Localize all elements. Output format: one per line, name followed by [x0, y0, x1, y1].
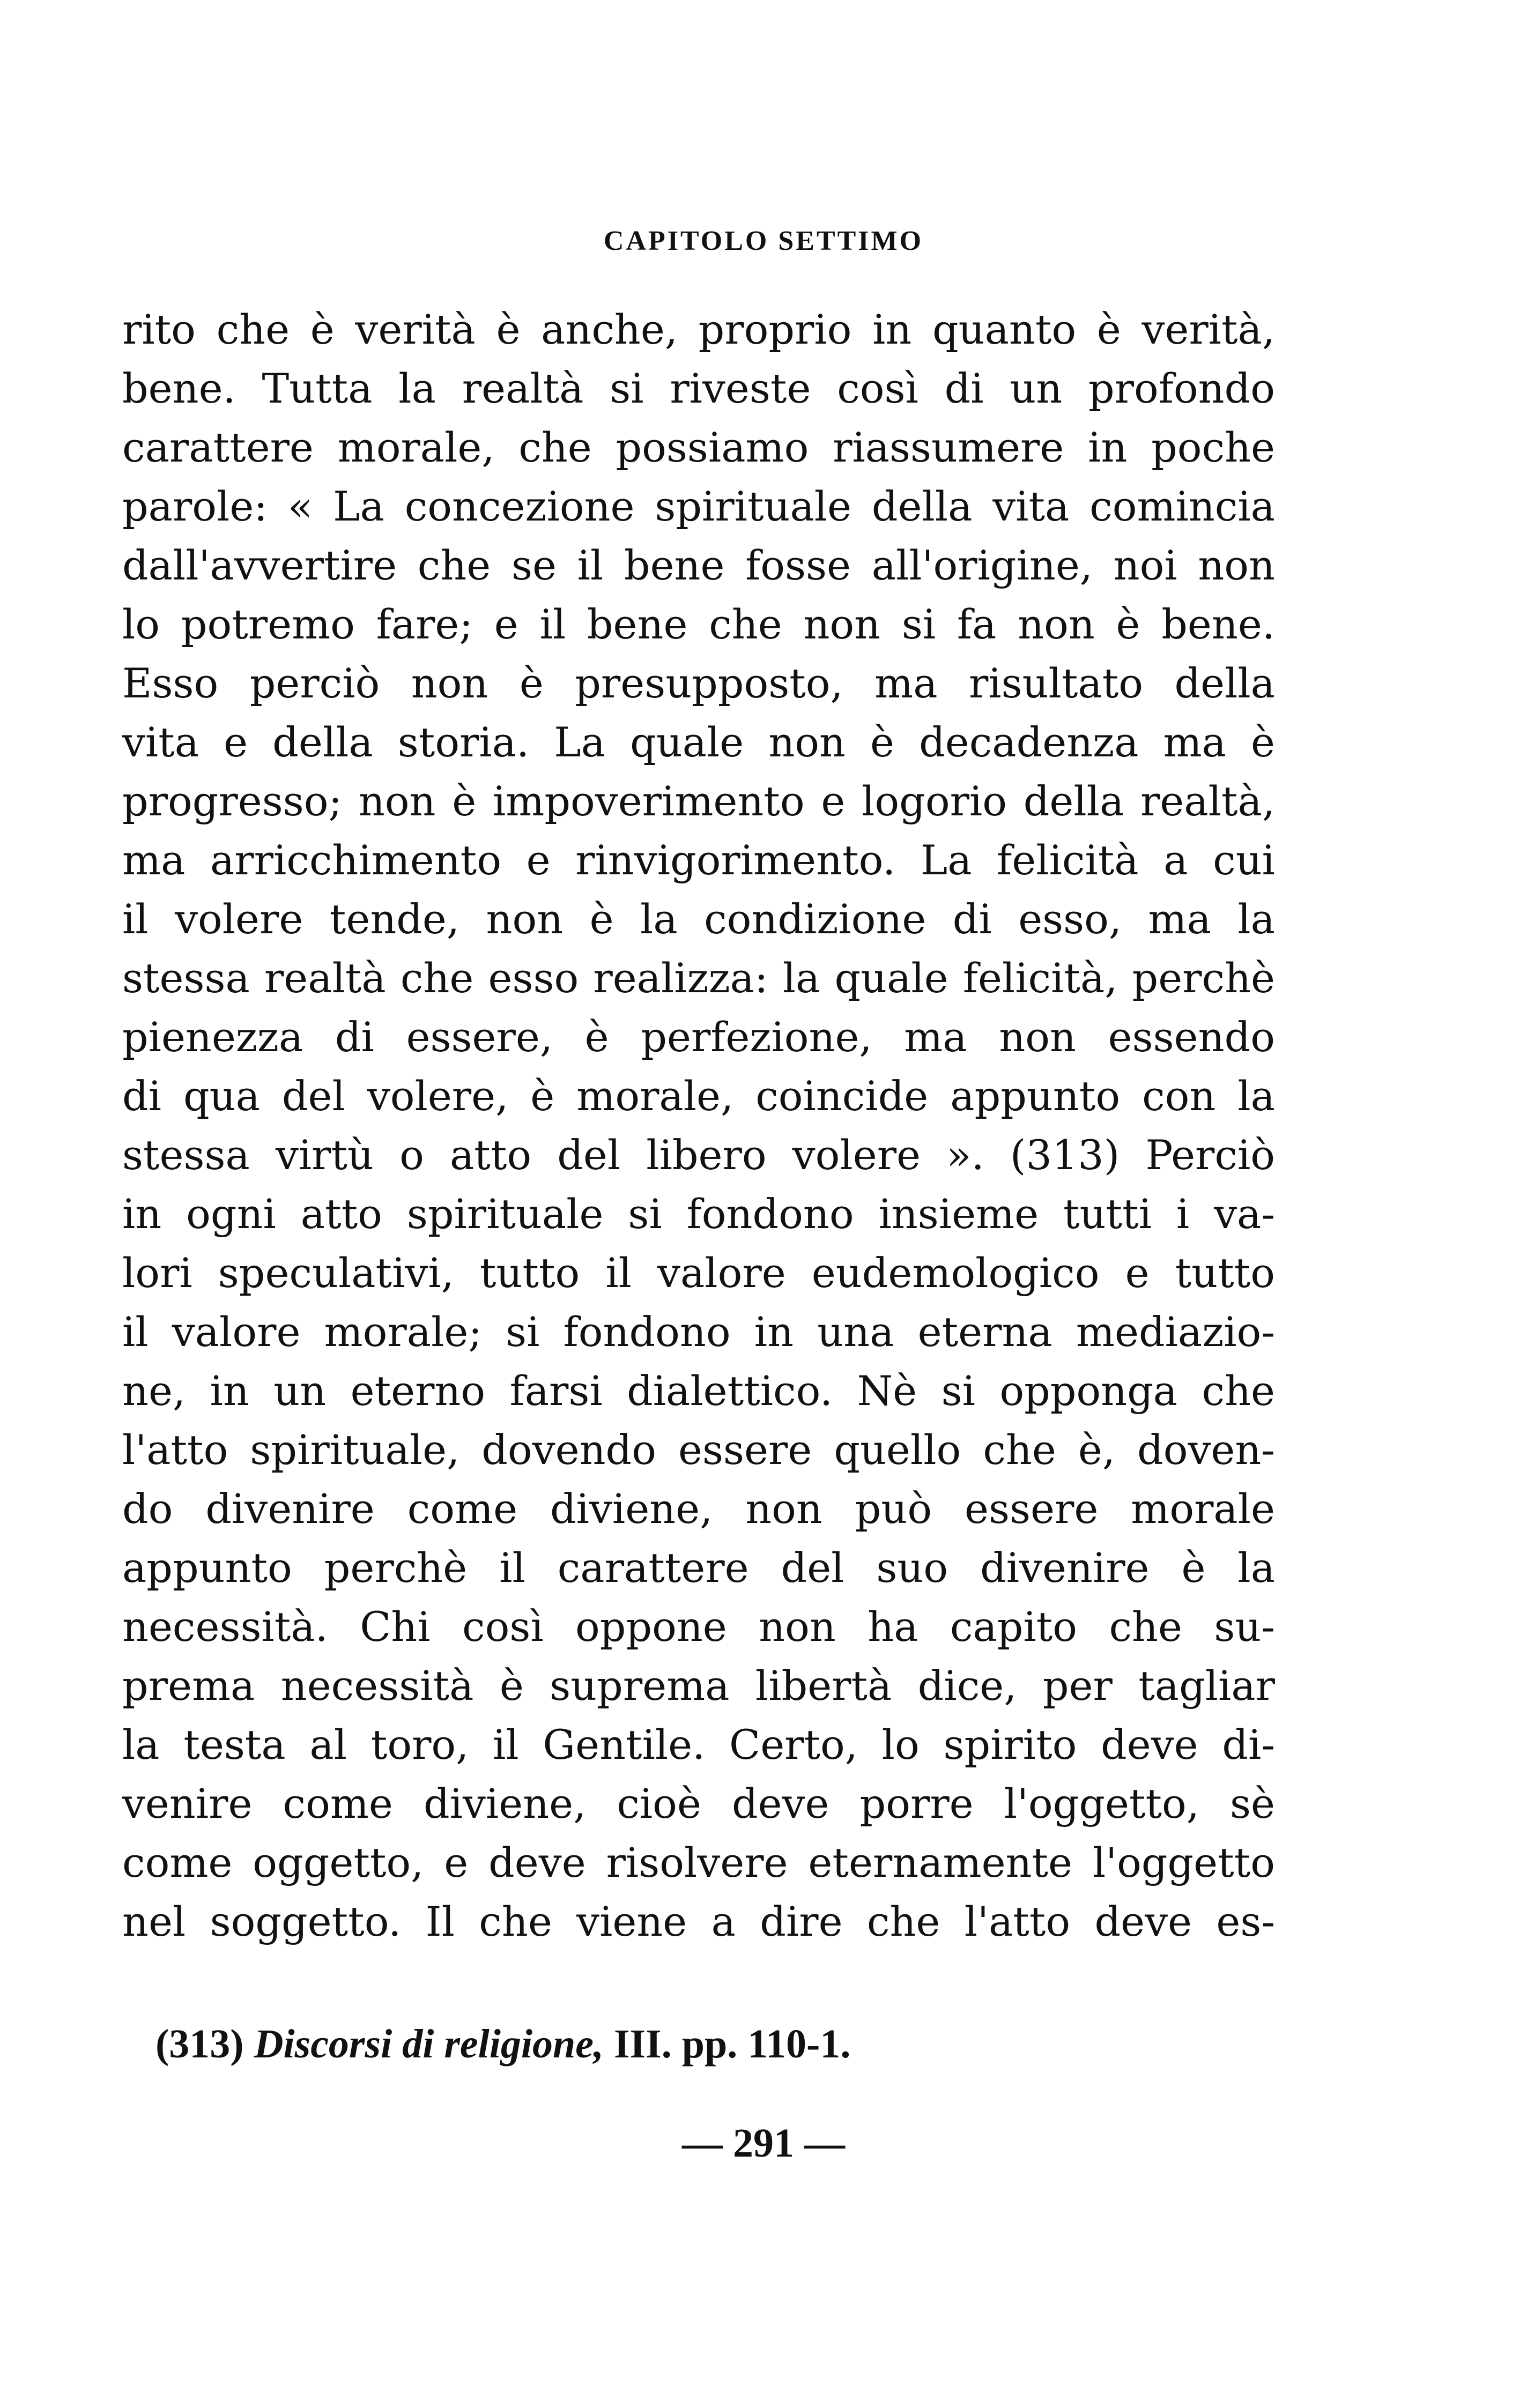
text-line: il volere tende, non è la condizione di esso, ma la — [122, 895, 1275, 943]
text-line: l'atto spirituale, dovendo essere quello che è, doven- — [122, 1426, 1275, 1474]
text-line: nel soggetto. Il che viene a dire che l'atto deve es- — [122, 1898, 1275, 1945]
text-line: bene. Tutta la realtà si riveste così di un profondo — [122, 365, 1275, 412]
text-line: ma arricchimento e rinvigorimento. La felicità a cui — [122, 836, 1275, 884]
text-line: di qua del volere, è morale, coincide appunto con la — [122, 1072, 1275, 1120]
text-line: lori speculativi, tutto il valore eudemologico e tutto — [122, 1249, 1275, 1297]
footnote-reference: III. pp. 110-1. — [613, 2021, 851, 2067]
text-line: la testa al toro, il Gentile. Certo, lo spirito deve di- — [122, 1721, 1275, 1768]
text-line: stessa virtù o atto del libero volere ». (313) Perciò — [122, 1131, 1275, 1179]
footnote-title: Discorsi di religione, — [254, 2021, 604, 2067]
text-line: il valore morale; si fondono in una eterna mediazio- — [122, 1308, 1275, 1356]
text-line: appunto perchè il carattere del suo divenire è la — [122, 1544, 1275, 1592]
footnote-number: (313) — [155, 2021, 244, 2067]
text-line: carattere morale, che possiamo riassumere in poche — [122, 423, 1275, 471]
text-line: Esso perciò non è presupposto, ma risultato della — [122, 659, 1275, 707]
page-number: — 291 — — [682, 2121, 845, 2166]
text-line: venire come diviene, cioè deve porre l'oggetto, sè — [122, 1780, 1275, 1827]
text-line: rito che è verità è anche, proprio in quanto è verità, — [122, 306, 1275, 353]
text-line: prema necessità è suprema libertà dice, per tagliar — [122, 1662, 1275, 1710]
text-line: do divenire come diviene, non può essere morale — [122, 1485, 1275, 1533]
text-line: lo potremo fare; e il bene che non si fa non è bene. — [122, 600, 1275, 648]
text-line: in ogni atto spirituale si fondono insieme tutti i va- — [122, 1190, 1275, 1238]
text-line: come oggetto, e deve risolvere eternamente l'oggetto — [122, 1839, 1275, 1886]
running-header: CAPITOLO SETTIMO — [603, 226, 924, 256]
text-line: necessità. Chi così oppone non ha capito che su- — [122, 1603, 1275, 1651]
text-line: pienezza di essere, è perfezione, ma non essendo — [122, 1013, 1275, 1061]
text-line: stessa realtà che esso realizza: la quale felicità, perchè — [122, 954, 1275, 1002]
text-line: ne, in un eterno farsi dialettico. Nè si opponga che — [122, 1367, 1275, 1415]
body-text — [122, 300, 1275, 1951]
text-line: vita e della storia. La quale non è decadenza ma è — [122, 718, 1275, 766]
text-line: parole: « La concezione spirituale della vita comincia — [122, 482, 1275, 530]
text-line: dall'avvertire che se il bene fosse all'origine, noi non — [122, 541, 1275, 589]
text-line: progresso; non è impoverimento e logorio della realtà, — [122, 777, 1275, 825]
footnote — [155, 2021, 850, 2068]
